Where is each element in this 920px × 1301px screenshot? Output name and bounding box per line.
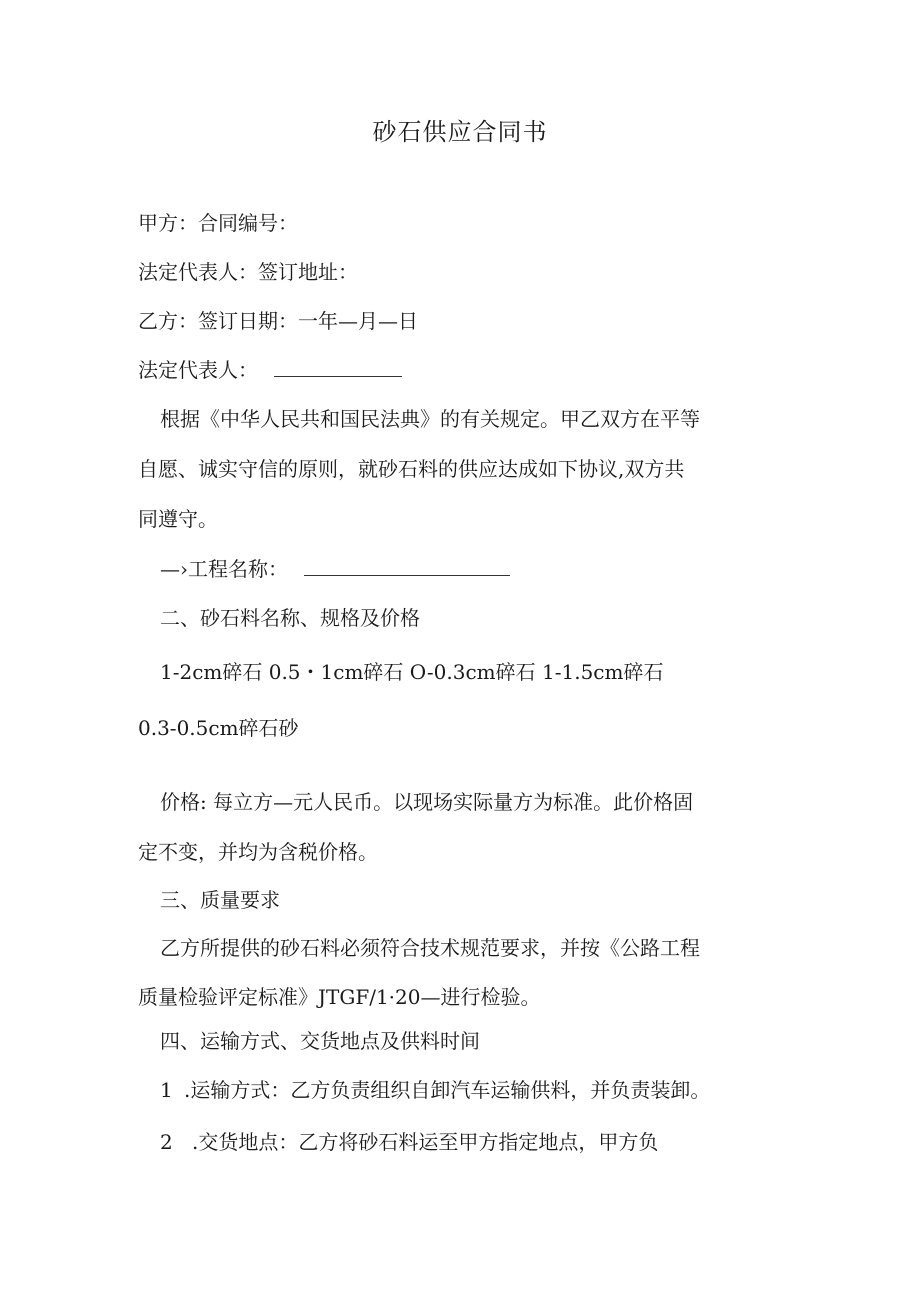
party-a-line: 甲方：合同编号： [138, 211, 298, 235]
section-3-heading: 三、质量要求 [160, 888, 280, 912]
intro-line-1: 根据《中华人民共和国民法典》的有关规定。甲乙双方在平等 [160, 407, 700, 431]
quality-line-2: 质量检验评定标准》JTGF/1·20—进行检验。 [138, 985, 541, 1009]
intro-line-2: 自愿、诚实守信的原则，就砂石料的供应达成如下协议,双方共 [138, 457, 685, 481]
section-4-heading: 四、运输方式、交货地点及供料时间 [160, 1029, 480, 1053]
list-item-1-number: 1 [160, 1078, 173, 1102]
party-b-line: 乙方：签订日期：一年—月—日 [138, 309, 418, 333]
document-title: 砂石供应合同书 [372, 118, 548, 146]
project-name-blank [304, 557, 510, 576]
section-1-label: —›工程名称： [160, 557, 288, 581]
list-item-2-text: .交货地点：乙方将砂石料运至甲方指定地点，甲方负 [192, 1130, 659, 1154]
intro-line-3: 同遵守。 [138, 507, 218, 531]
price-line-2: 定不变，并均为含税价格。 [138, 840, 378, 864]
list-item-2 [160, 1128, 658, 1156]
list-item-1-text: .运输方式：乙方负责组织自卸汽车运输供料，并负责装卸。 [184, 1078, 711, 1102]
legal-rep-line-2 [138, 356, 402, 384]
specs-line-1: 1-2cm碎石 0.5・1cm碎石 O-0.3cm碎石 1-1.5cm碎石 [160, 660, 664, 684]
quality-line-1: 乙方所提供的砂石料必须符合技术规范要求，并按《公路工程 [160, 936, 700, 960]
list-item-2-number: 2 [160, 1130, 173, 1154]
list-item-1 [160, 1076, 710, 1104]
price-line-1: 价格: 每立方—元人民币。以现场实际量方为标准。此价格固 [160, 790, 694, 814]
section-1-line [160, 555, 510, 583]
legal-rep-blank [274, 358, 402, 377]
legal-rep-label: 法定代表人： [138, 358, 258, 382]
section-2-heading: 二、砂石料名称、规格及价格 [160, 606, 420, 630]
specs-line-2: 0.3-0.5cm碎石砂 [138, 716, 299, 740]
legal-rep-line-1: 法定代表人：签订地址： [138, 260, 358, 284]
